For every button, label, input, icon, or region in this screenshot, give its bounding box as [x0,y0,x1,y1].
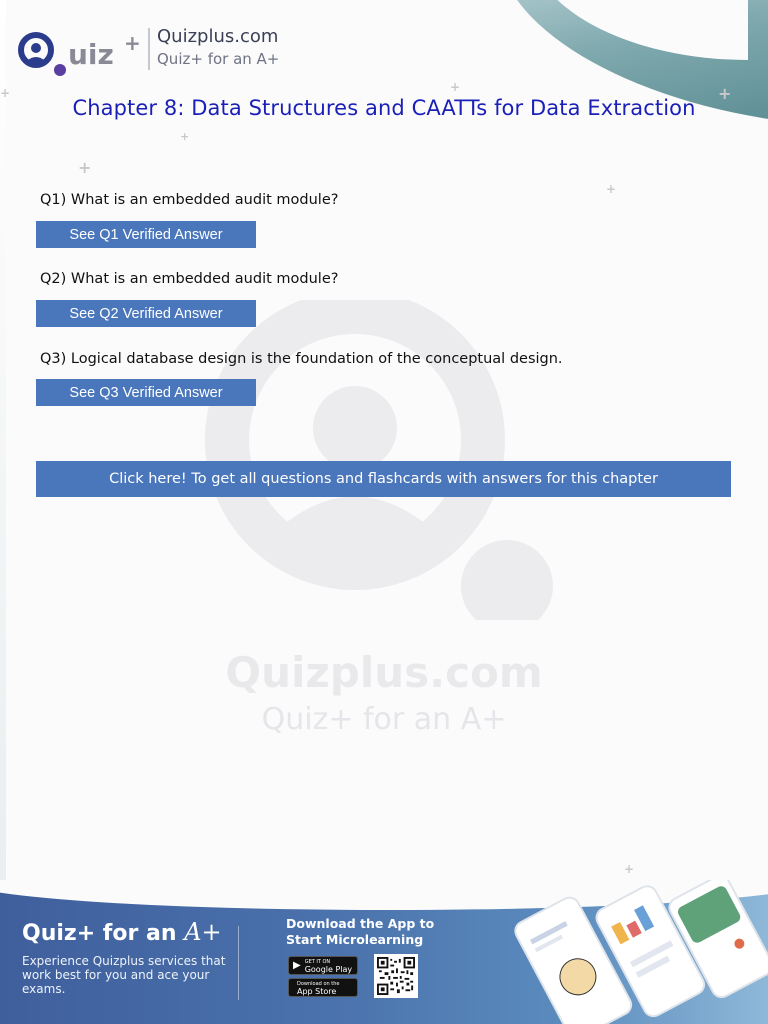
plus-decoration-icon: + [718,84,732,103]
chapter-title: Chapter 8: Data Structures and CAATTs for Data Extraction [72,96,696,120]
footer-brand-aplus: A+ [184,918,222,946]
footer-description: Experience Quizplus services that work best for you and ace your exams. [22,954,226,996]
plus-decoration-icon: + [450,80,461,94]
watermark-site-name: Quizplus.com [225,648,543,697]
plus-decoration-icon: + [624,862,635,876]
google-play-button[interactable] [288,956,358,975]
google-play-icon: ▶ [293,960,301,971]
footer-brand-text: Quiz+ for an [22,921,177,946]
left-edge-decoration [0,0,6,880]
site-name[interactable]: Quizplus.com [157,26,279,47]
watermark-logo [205,300,565,620]
plus-decoration-icon: + [0,86,11,100]
quizplus-logo[interactable] [16,26,146,78]
app-store-button[interactable] [288,978,358,997]
header-divider [148,28,150,70]
footer-divider [238,926,239,1000]
footer-download-text: Download the App to Start Microlearning [286,916,435,947]
footer-banner [0,880,768,1024]
plus-decoration-icon: + [180,130,190,143]
app-store-small-text: Download on the [297,980,340,987]
all-questions-cta-button[interactable]: Click here! To get all questions and flashcards with answers for this chapter [36,461,731,497]
question-3-text: Q3) Logical database design is the foundation of the conceptual design. [40,351,563,367]
footer-brand [22,918,222,946]
question-1-text: Q1) What is an embedded audit module? [40,192,339,208]
see-q2-answer-button[interactable]: See Q2 Verified Answer [36,300,256,327]
plus-decoration-icon: + [606,182,617,196]
watermark-tagline: Quiz+ for an A+ [261,702,507,737]
site-tagline: Quiz+ for an A+ [157,50,280,68]
app-phones-illustration [500,880,768,1024]
google-play-small-text: GET IT ON [304,958,331,965]
svg-text:uiz: uiz [68,38,114,71]
qr-code-icon [374,954,418,998]
question-2-text: Q2) What is an embedded audit module? [40,271,339,287]
svg-text:+: + [124,31,141,55]
app-store-label: App Store [297,986,337,996]
plus-decoration-icon: + [78,158,92,177]
google-play-label: Google Play [304,964,353,974]
see-q3-answer-button[interactable]: See Q3 Verified Answer [36,379,256,406]
see-q1-answer-button[interactable]: See Q1 Verified Answer [36,221,256,248]
